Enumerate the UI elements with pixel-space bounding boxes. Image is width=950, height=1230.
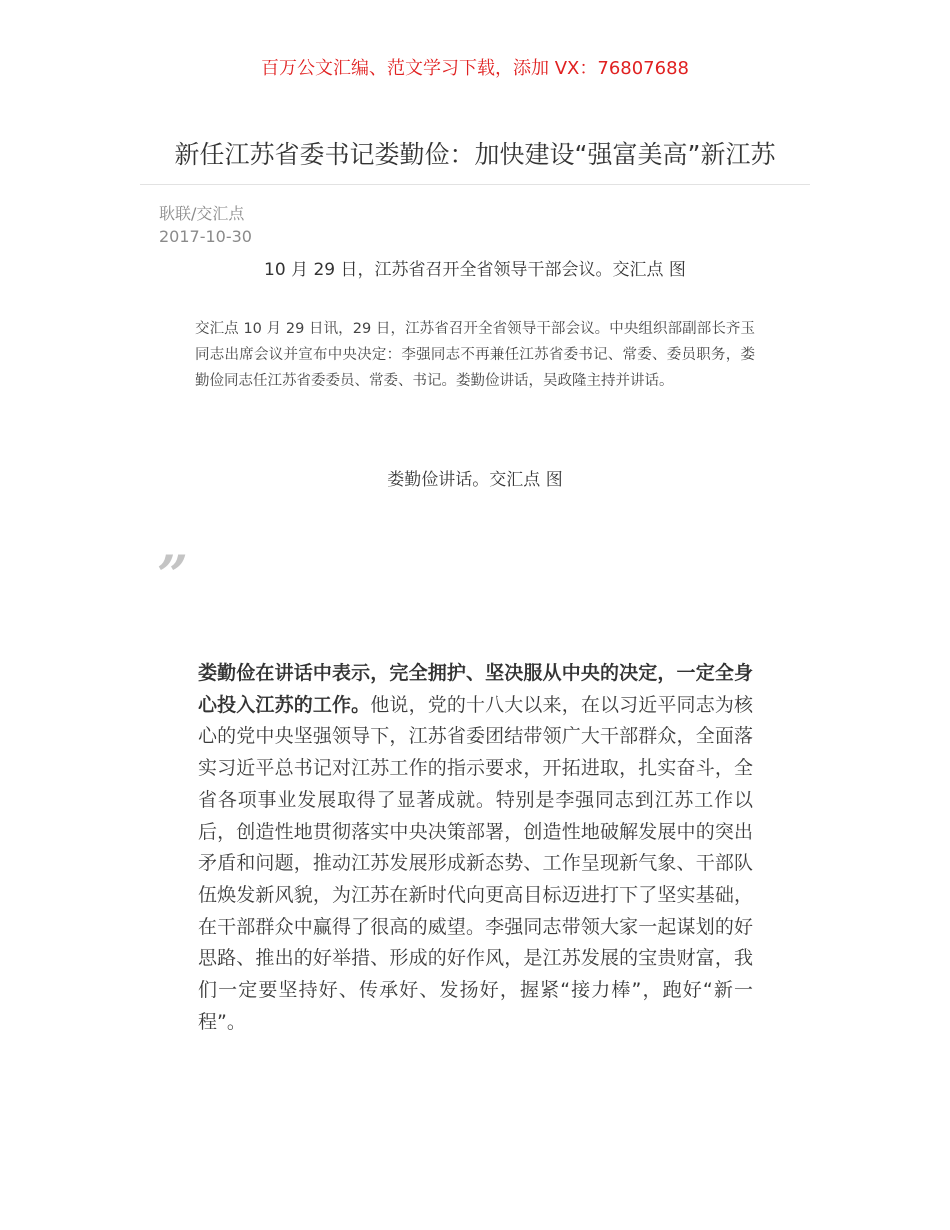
quote-body-text: 他说，党的十八大以来，在以习近平同志为核心的党中央坚强领导下，江苏省委团结带领广大干部群众，全面落实习近平总书记对江苏工作的指示要求，开拓进取，扎实奋斗，全省各项事业发展取得了显著成就。特别是李强同志到江苏工作以后，创造性地贯彻落实中央决策部署，创造性地破解发展中的突出矛盾和问题，推动江苏发展形成新态势、工作呈现新气象、干部队伍焕发新风貌，为江苏在新时代向更高目标迈进打下了坚实基础，在干部群众中赢得了很高的威望。李强同志带领大家一起谋划的好思路、推出的好举措、形成的好作风，是江苏发展的宝贵财富，我们一定要坚持好、传承好、发扬好，握紧“接力棒”，跑好“新一程”。 — [198, 693, 753, 1033]
quote-paragraph — [198, 658, 753, 1038]
quote-mark-icon: ” — [157, 543, 185, 607]
article-date: 2017-10-30 — [159, 227, 252, 246]
quote-bold-text: 娄勤俭在讲话中表示，完全拥护、坚决服从中央的决定，一定全身心投入江苏的工作。 — [198, 662, 753, 716]
image-caption-speech: 娄勤俭讲话。交汇点 图 — [387, 470, 563, 490]
article-author: 耿联/交汇点 — [159, 204, 245, 223]
article-title: 新任江苏省委书记娄勤俭：加快建设“强富美高”新江苏 — [174, 140, 776, 169]
title-divider — [140, 184, 810, 185]
lead-paragraph: 交汇点 10 月 29 日讯，29 日，江苏省召开全省领导干部会议。中央组织部副部长齐玉同志出席会议并宣布中央决定：李强同志不再兼任江苏省委书记、常委、委员职务，娄勤俭同志任江苏省委委员、常委、书记。娄勤俭讲话，吴政隆主持并讲话。 — [195, 321, 755, 389]
promo-banner: 百万公文汇编、范文学习下载，添加 VX：76807688 — [261, 58, 689, 79]
image-caption-meeting: 10 月 29 日，江苏省召开全省领导干部会议。交汇点 图 — [264, 260, 686, 280]
